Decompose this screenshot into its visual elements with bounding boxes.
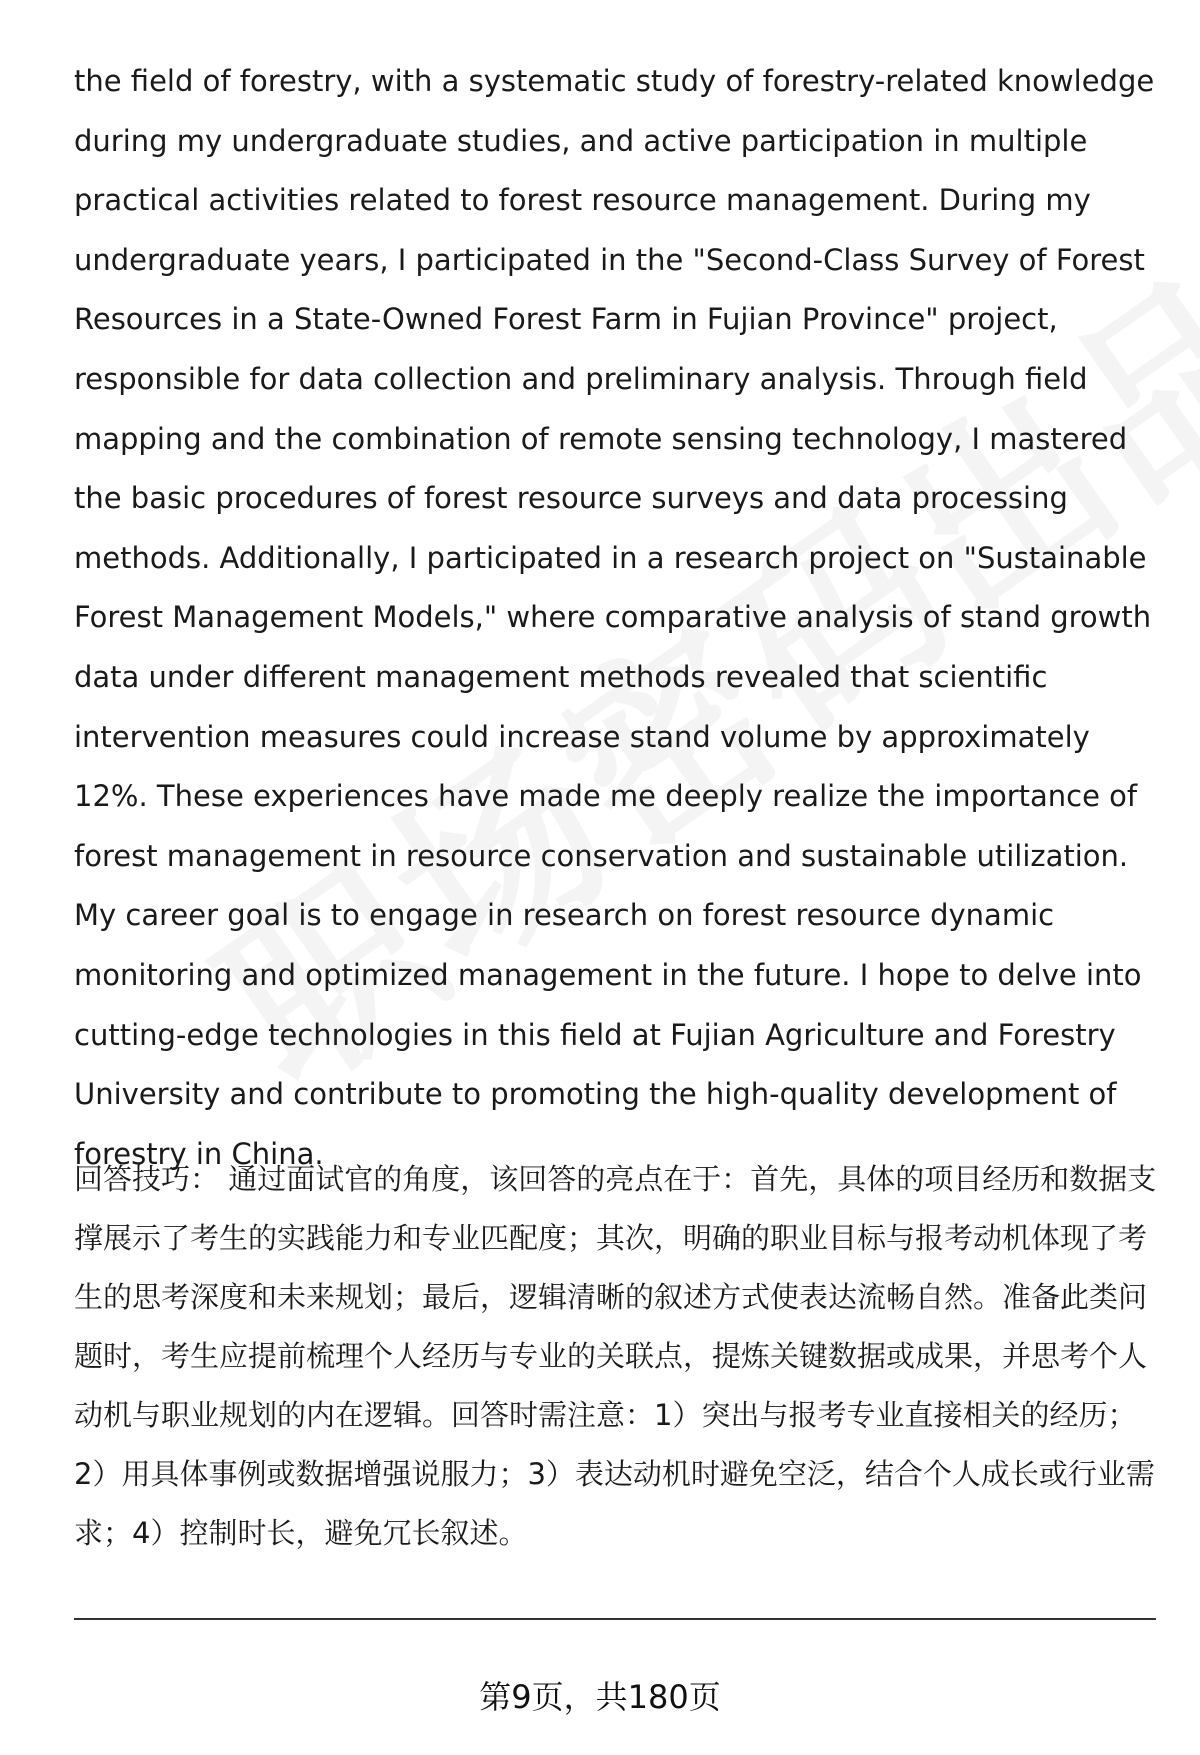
tips-paragraph: 回答技巧： 通过面试官的角度，该回答的亮点在于：首先，具体的项目经历和数据支撑展示了考生的实践能力和专业匹配度；其次，明确的职业目标与报考动机体现了考生的思考深度和未来规划；最后，逻辑清晰的叙述方式使表达流畅自然。准备此类问题时，考生应提前梳理个人经历与专业的关联点，提炼关键数据或成果，并思考个人动机与职业规划的内在逻辑。回答时需注意：1）突出与报考专业直接相关的经历；2）用具体事例或数据增强说服力；3）表达动机时避免空泛，结合个人成长或行业需求；4）控制时长，避免冗长叙述。: [74, 1162, 1157, 1550]
page-number: 第9页，共180页: [479, 1678, 721, 1716]
answer-paragraph: the field of forestry, with a systematic study of forestry-related knowledge during my undergraduate studies, and active participation in multiple practical activities related to forest resource management. During my undergraduate years, I participated in the "Second-Class Survey of Forest Resources in a State-Owned Forest Farm in Fujian Province" project, responsible for data collection and preliminary analysis. Through field mapping and the combination of remote sensing technology, I mastered the basic procedures of forest resource surveys and data processing methods. Additionally, I participated in a research project on "Sustainable Forest Management Models," where comparative analysis of stand growth data under different management methods revealed that scientific intervention measures could increase stand volume by approximately 12%. These experiences have made me deeply realize the importance of forest management in resource conservation and sustainable utilization. My career goal is to engage in research on forest resource dynamic monitoring and optimized management in the future. I hope to delve into cutting-edge technologies in this field at Fujian Agriculture and Forestry University and contribute to promoting the high-quality development of forestry in China.: [74, 64, 1155, 1171]
footer-divider: [74, 1618, 1156, 1620]
